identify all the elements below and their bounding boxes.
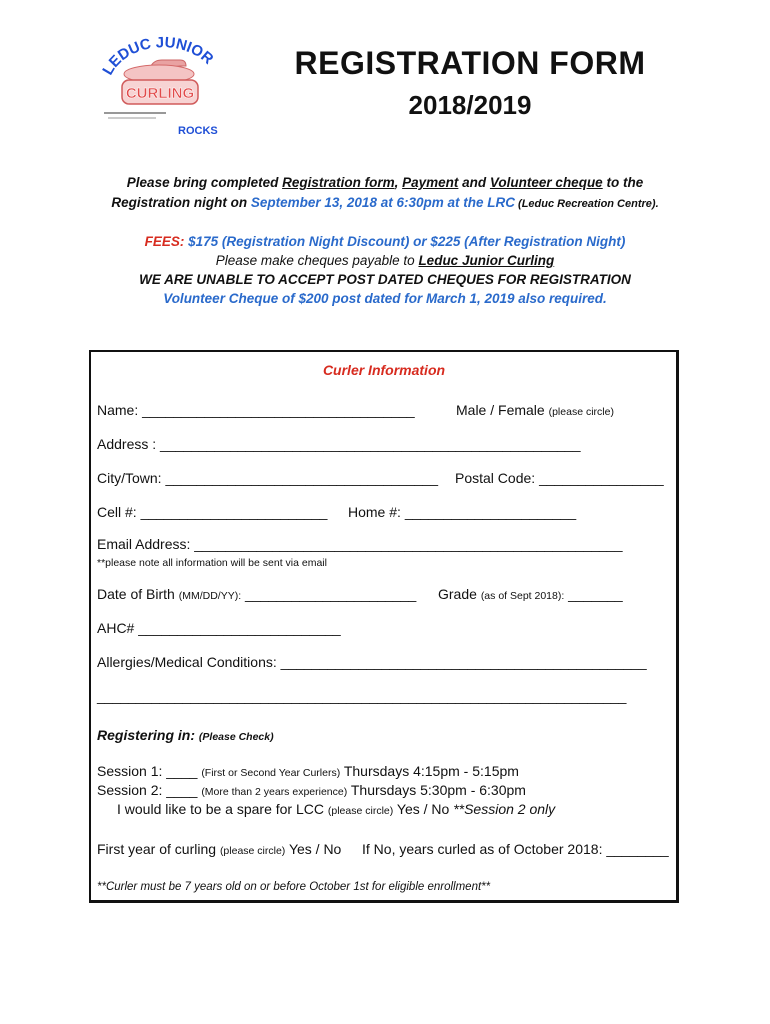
address-label: Address :: [97, 436, 157, 452]
registering-heading: [97, 726, 274, 746]
ahc-field[interactable]: __________________________: [138, 620, 341, 636]
session-1-label: Session 1:: [97, 763, 163, 779]
session-2-note: (More than 2 years experience): [201, 786, 348, 798]
spare-session-note: **Session 2 only: [453, 801, 556, 817]
grade-row: [438, 585, 623, 605]
home-label: Home #:: [348, 504, 401, 520]
postal-label: Postal Code:: [455, 470, 536, 486]
city-label: City/Town:: [97, 470, 162, 486]
session-2-row: [97, 781, 526, 801]
curler-info-heading: Curler Information: [322, 362, 446, 378]
allergies-extra-line[interactable]: ____________________________________________________________________: [97, 688, 627, 704]
leduc-junior-curling-logo: [96, 36, 226, 140]
address-row: [97, 435, 580, 453]
logo-graphic: [96, 36, 226, 140]
spare-row: [117, 800, 555, 820]
grade-label: Grade: [438, 586, 477, 602]
name-field[interactable]: ___________________________________: [142, 402, 415, 418]
session-1-row: [97, 762, 519, 782]
postal-field[interactable]: ________________: [539, 470, 664, 486]
session-2-time: Thursdays 5:30pm - 6:30pm: [350, 782, 526, 798]
registering-note: (Please Check): [198, 731, 274, 743]
logo-arc-text: LEDUC JUNIOR: [99, 36, 217, 79]
form-title: REGISTRATION FORM: [294, 45, 646, 81]
email-label: Email Address:: [97, 536, 191, 552]
first-year-note: (please circle): [219, 845, 286, 857]
age-rule-note: **Curler must be 7 years old on or before October 1st for eligible enrollment**: [97, 881, 491, 893]
intro-line-2: [60, 193, 710, 214]
cell-label: Cell #:: [97, 504, 137, 520]
session-2-checkbox[interactable]: ____: [166, 782, 198, 798]
logo-badge-text: CURLING: [125, 85, 195, 102]
volunteer-cheque-text: Volunteer cheque: [489, 175, 603, 190]
grade-note: (as of Sept 2018):: [480, 590, 565, 602]
fees-line: [60, 232, 710, 252]
intro-text: Please bring completed: [126, 175, 283, 190]
intro-and: and: [458, 175, 490, 190]
spare-options[interactable]: Yes / No: [396, 801, 450, 817]
dob-row: [97, 585, 416, 605]
email-field[interactable]: _______________________________________________________: [194, 536, 623, 552]
years-curled-label: If No, years curled as of October 2018:: [362, 841, 603, 857]
home-field[interactable]: ______________________: [404, 504, 577, 520]
city-field[interactable]: ___________________________________: [165, 470, 438, 486]
grade-field[interactable]: _______: [568, 586, 623, 602]
session-2-label: Session 2:: [97, 782, 163, 798]
gender-row: [456, 401, 614, 421]
home-row: [348, 503, 576, 521]
name-label: Name:: [97, 402, 139, 418]
years-curled-row: [362, 840, 669, 858]
lrc-name: (Leduc Recreation Centre).: [514, 198, 659, 210]
session-1-time: Thursdays 4:15pm - 5:15pm: [343, 763, 519, 779]
form-year: 2018/2019: [408, 90, 532, 120]
intro-line-1: [60, 173, 710, 193]
ahc-label: AHC#: [97, 620, 135, 636]
volunteer-cheque-notice: Volunteer Cheque of $200 post dated for March 1, 2019 also required.: [163, 291, 607, 306]
cheque-payee: Leduc Junior Curling: [418, 253, 555, 268]
intro-text-2: Registration night on: [111, 195, 251, 210]
no-postdated-notice: WE ARE UNABLE TO ACCEPT POST DATED CHEQUES FOR REGISTRATION: [139, 272, 631, 287]
dob-label: Date of Birth: [97, 586, 175, 602]
first-year-options[interactable]: Yes / No: [288, 841, 342, 857]
fees-amount: $175 (Registration Night Discount) or $225 (After Registration Night): [184, 234, 626, 249]
email-note: **please note all information will be sent via email: [97, 557, 327, 569]
cell-field[interactable]: ________________________: [140, 504, 328, 520]
registration-form-text: Registration form: [282, 175, 395, 190]
spare-label: I would like to be a spare for LCC: [117, 801, 324, 817]
cell-row: [97, 503, 327, 521]
years-curled-field[interactable]: ________: [606, 841, 669, 857]
intro-end: to the: [602, 175, 644, 190]
first-year-row: [97, 840, 341, 860]
gender-note: (please circle): [548, 406, 614, 418]
postal-row: [455, 469, 664, 487]
cheque-text: Please make cheques payable to: [215, 253, 419, 268]
fees-label: FEES:: [144, 234, 185, 249]
session-1-note: (First or Second Year Curlers): [201, 767, 341, 779]
email-row: [97, 535, 623, 553]
address-field[interactable]: ______________________________________________________: [160, 436, 581, 452]
ahc-row: [97, 619, 341, 637]
registering-label: Registering in:: [97, 727, 196, 743]
allergies-label: Allergies/Medical Conditions:: [97, 654, 277, 670]
allergies-field[interactable]: _______________________________________________: [280, 654, 647, 670]
city-row: [97, 469, 438, 487]
session-1-checkbox[interactable]: ____: [166, 763, 198, 779]
dob-field[interactable]: ______________________: [245, 586, 417, 602]
cheque-payable-line: [60, 251, 710, 271]
name-row: [97, 401, 415, 419]
logo-rocks-text: ROCKS: [178, 125, 218, 137]
gender-options[interactable]: Male / Female: [456, 402, 545, 418]
allergies-row: [97, 653, 647, 671]
first-year-label: First year of curling: [97, 841, 217, 857]
intro-sep: ,: [394, 175, 403, 190]
registration-date: September 13, 2018 at 6:30pm at the LRC: [250, 195, 515, 210]
spare-note: (please circle): [327, 805, 394, 817]
dob-note: (MM/DD/YY):: [178, 590, 242, 602]
payment-text: Payment: [402, 175, 459, 190]
